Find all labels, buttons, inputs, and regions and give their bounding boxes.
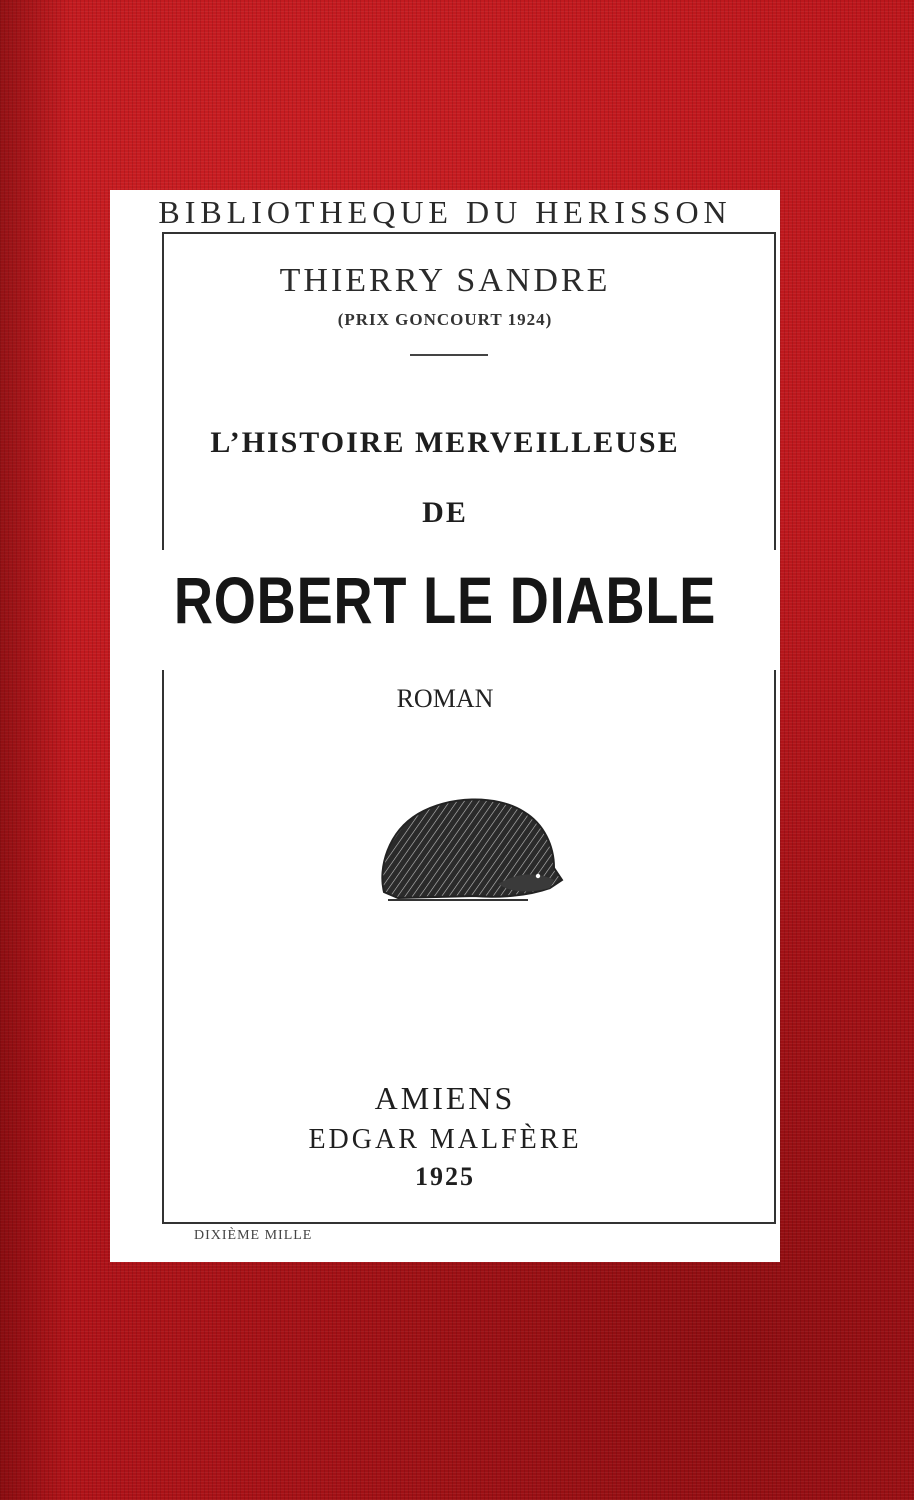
divider-rule [410,354,488,356]
frame-gap-right [770,550,780,670]
title-line-2: DE [422,496,468,529]
genre-label: ROMAN [396,684,494,713]
frame-gap-left [158,550,168,670]
publisher-name: EDGAR MALFÈRE [308,1124,582,1155]
title-label [110,190,780,1262]
cloth-shading [0,0,70,1500]
author-name: THIERRY SANDRE [279,262,611,299]
edition-note: DIXIÈME MILLE [194,1228,313,1243]
book-title: ROBERT LE DIABLE [173,563,717,637]
publisher-city: AMIENS [374,1080,516,1116]
prize-note: (PRIX GONCOURT 1924) [337,310,553,329]
publication-year: 1925 [415,1162,475,1191]
hedgehog-icon [378,788,568,908]
title-line-1: L’HISTOIRE MERVEILLEUSE [210,426,680,459]
series-name: BIBLIOTHEQUE DU HERISSON [158,194,732,230]
label-frame [162,232,776,1224]
